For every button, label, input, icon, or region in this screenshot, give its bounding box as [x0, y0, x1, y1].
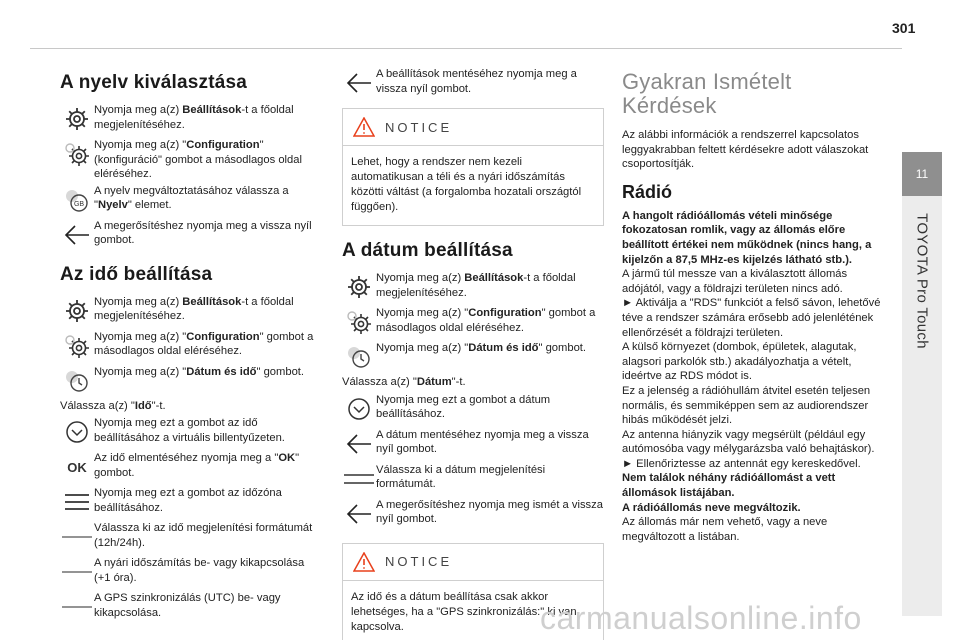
column-language-time	[60, 66, 322, 625]
keyboard-chevron-icon	[60, 415, 94, 449]
section-title-time: Az idő beállítása	[60, 263, 213, 285]
step-row: A GPS szinkronizálás (UTC) be- vagy kikapcsolása.	[60, 590, 322, 624]
step-row: Nyomja meg a(z) Beállítások-t a főoldal megjelenítéséhez.	[342, 270, 604, 304]
faq-answer: ► Aktiválja a "RDS" funkciót a felső sávon, lehetővé téve a rendszer számára erősebb adó jelenlétének ellenőrzését a földrajzi területen.	[622, 297, 881, 339]
step-row: OK Az idő elmentéséhez nyomja meg a "OK" gombot.	[60, 450, 322, 484]
notice-title: NOTICE	[385, 119, 453, 135]
settings-gear-icon	[60, 294, 94, 328]
settings-gear-plus-icon	[60, 137, 94, 171]
faq-title: Gyakran Ismételt Kérdések	[622, 69, 792, 118]
notice-text: Az idő és a dátum beállítása csak akkor lehetséges, ha a "GPS szinkronizálás:" ki van kapcsolva.	[351, 590, 577, 633]
step-row: Nyomja meg a(z) "Configuration" gombot a másodlagos oldal eléréséhez.	[342, 305, 604, 339]
step-row: Válassza ki az idő megjelenítési formátumát (12h/24h).	[60, 520, 322, 554]
step-row: Nyomja meg a(z) "Dátum és idő" gombot.	[60, 364, 322, 398]
step-row: A megerősítéshez nyomja meg ismét a vissza nyíl gombot.	[342, 497, 604, 531]
step-row: Nyomja meg ezt a gombot a dátum beállításához.	[342, 392, 604, 426]
step-row: A beállítások mentéséhez nyomja meg a vissza nyíl gombot.	[342, 66, 604, 100]
step-row: Nyomja meg a(z) "Configuration" (konfiguráció" gombot a másodlagos oldal eléréséhez.	[60, 137, 322, 182]
faq-answer: ► Ellenőriztesse az antennát egy kereskedővel.	[622, 457, 861, 470]
page-number: 301	[892, 20, 916, 36]
select-time-line: Válassza a(z) "Idő"-t.	[60, 399, 166, 412]
faq-answer: Az állomás már nem vehető, vagy a neve megváltozott a listában.	[622, 516, 828, 543]
back-arrow-icon	[342, 427, 376, 461]
settings-gear-plus-icon	[60, 329, 94, 363]
ok-icon: OK	[67, 459, 87, 475]
select-date-line: Válassza a(z) "Dátum"-t.	[342, 376, 466, 388]
clock-icon	[60, 364, 94, 398]
step-row: Nyomja meg a(z) "Dátum és idő" gombot.	[342, 340, 604, 374]
faq-answer: Ez a jelenség a rádióhullám átvitel esetén teljesen normális, és semmiképpen sem az audiorendszer hibás működését jelzi.	[622, 384, 871, 427]
keyboard-chevron-icon	[342, 392, 376, 426]
warning-triangle-icon	[353, 117, 375, 137]
step-row: Nyomja meg ezt a gombot az időzóna beállításához.	[60, 485, 322, 519]
step-row: Válassza ki a dátum megjelenítési formátumát.	[342, 462, 604, 496]
back-arrow-icon	[342, 66, 376, 100]
header-divider	[30, 48, 902, 49]
back-arrow-icon	[342, 497, 376, 531]
watermark: carmanualsonline.info	[540, 600, 862, 636]
faq-intro: Az alábbi információk a rendszerrel kapcsolatos leggyakrabban feltett kérdésekre adott válaszokat csoportosítják.	[622, 129, 869, 171]
notice-title: NOTICE	[385, 554, 453, 570]
warning-triangle-icon	[353, 552, 375, 572]
toggle-line-icon	[60, 555, 94, 589]
settings-gear-icon	[60, 102, 94, 136]
notice-box	[342, 108, 604, 226]
chapter-label: TOYOTA Pro Touch	[913, 213, 931, 349]
toggle-line-icon	[60, 590, 94, 624]
step-row: GB A nyelv megváltoztatásához válassza a "Nyelv" elemet.	[60, 183, 322, 217]
faq-answer: A jármű túl messze van a kiválasztott állomás adójától, vagy a földrajzi területen nincs adó.	[622, 268, 848, 295]
column-faq	[622, 70, 890, 544]
format-bar-icon	[342, 462, 376, 496]
step-row: Nyomja meg a(z) Beállítások-t a főoldal megjelenítéséhez.	[60, 294, 322, 328]
faq-question: A rádióállomás neve megváltozik.	[622, 501, 801, 514]
clock-icon	[342, 340, 376, 374]
step-row: A nyári időszámítás be- vagy kikapcsolása (+1 óra).	[60, 555, 322, 589]
section-title-language: A nyelv kiválasztása	[60, 72, 248, 93]
section-title-date: A dátum beállítása	[342, 240, 513, 261]
step-row: Nyomja meg a(z) Beállítások-t a főoldal megjelenítéséhez.	[60, 102, 322, 136]
gb-language-icon	[60, 183, 94, 217]
step-row: Nyomja meg ezt a gombot az idő beállításához a virtuális billentyűzeten.	[60, 415, 322, 449]
back-arrow-icon	[60, 218, 94, 252]
column-date	[342, 66, 604, 640]
faq-answer: A külső környezet (dombok, épületek, alagutak, alagsori parkolók stb.) akadályozhatja a vételt, ideértve az RDS módot is.	[622, 341, 857, 383]
step-row: Nyomja meg a(z) "Configuration" gombot a másodlagos oldal eléréséhez.	[60, 329, 322, 363]
settings-gear-icon	[342, 270, 376, 304]
settings-gear-plus-icon	[342, 305, 376, 339]
faq-answer: Az antenna hiányzik vagy megsérült (például egy autómosóba vagy mélygarázsba való behajtáskor).	[622, 428, 875, 456]
svg-text:GB: GB	[73, 200, 85, 208]
step-row: A dátum mentéséhez nyomja meg a vissza nyíl gombot.	[342, 427, 604, 461]
chapter-tab[interactable]: 11	[902, 152, 942, 196]
faq-question: A hangolt rádióállomás vételi minősége fokozatosan romlik, vagy az állomás előre beállított értékei nem működnek (nincs hang, a kijelzőn a 87,5 MHz-es kijelzés látható stb.).	[622, 209, 872, 266]
faq-question: Nem találok néhány rádióállomást a vett állomások listájában.	[622, 472, 836, 500]
menu-lines-icon	[60, 485, 94, 519]
step-row: A megerősítéshez nyomja meg a vissza nyíl gombot.	[60, 218, 322, 252]
toggle-line-icon	[60, 520, 94, 554]
notice-text: Lehet, hogy a rendszer nem kezeli automatikusan a téli és a nyári időszámítás közötti váltást (a forgalomba hozatali országtól függően).	[351, 156, 582, 213]
faq-subtitle: Rádió	[622, 181, 673, 202]
